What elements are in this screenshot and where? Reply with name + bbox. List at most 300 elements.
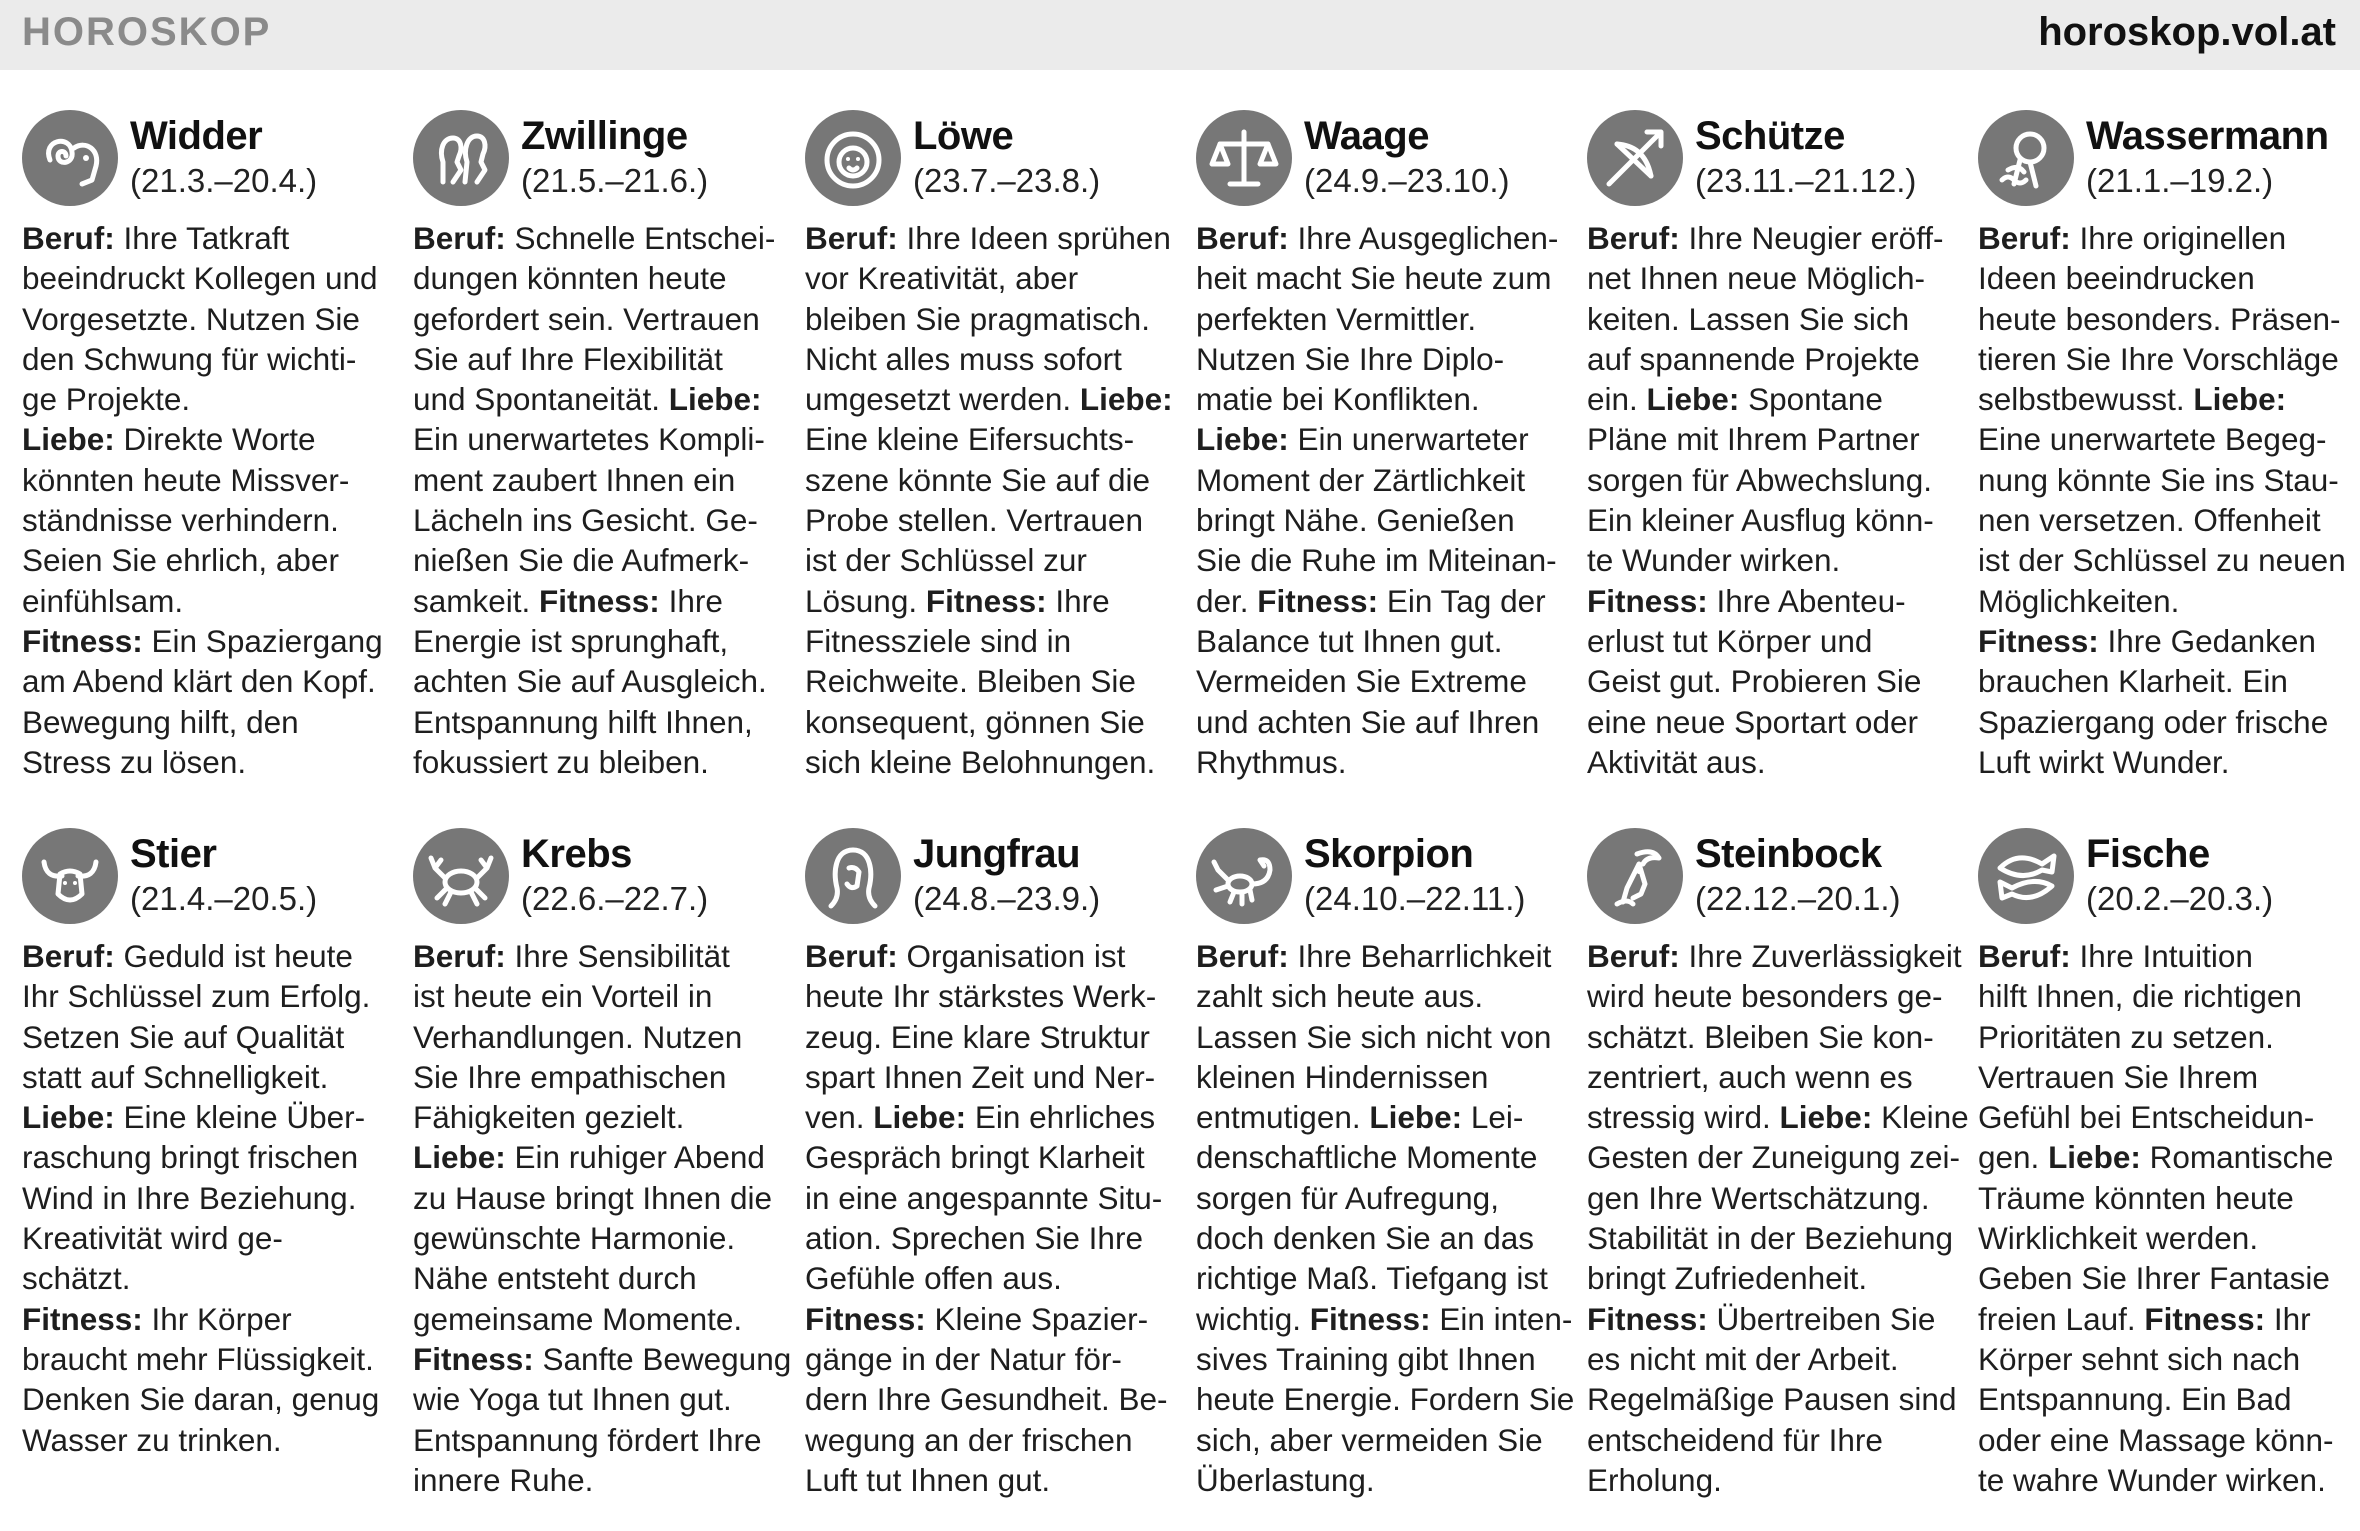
text-line	[22, 299, 392, 339]
crab-icon	[413, 828, 509, 924]
fish-icon	[1978, 828, 2074, 924]
text-line	[1587, 1379, 1957, 1419]
text-segment: ist der Schlüssel zu neuen	[1978, 542, 2346, 579]
text-line	[1978, 976, 2348, 1016]
text-line	[1978, 419, 2348, 459]
text-segment: heute Ihr stärkstes Werk-	[805, 978, 1157, 1015]
text-line	[1978, 1097, 2348, 1137]
sign-name: Steinbock	[1695, 832, 1882, 876]
category-label: Beruf:	[413, 938, 506, 974]
text-line	[1587, 299, 1957, 339]
sign-name: Jungfrau	[913, 832, 1081, 876]
text-segment: auf spannende Projekte	[1587, 340, 1920, 377]
sign-text	[413, 936, 792, 1500]
text-line	[413, 976, 783, 1016]
text-segment: Balance tut Ihnen gut.	[1196, 622, 1503, 659]
text-segment: Erholung.	[1587, 1461, 1722, 1498]
text-segment: Ihre Intuition	[2070, 938, 2253, 974]
text-segment: Vorgesetzte. Nutzen Sie	[22, 300, 360, 337]
text-line	[22, 419, 392, 459]
text-segment: Möglichkeiten.	[1978, 582, 2180, 619]
text-segment: Nutzen Sie Ihre Diplo-	[1196, 340, 1505, 377]
twins-icon	[413, 110, 509, 206]
text-line	[805, 1017, 1175, 1057]
text-segment: nießen Sie die Aufmerk-	[413, 542, 750, 579]
text-line	[22, 1178, 392, 1218]
text-line	[1978, 1057, 2348, 1097]
text-segment: umgesetzt werden.	[805, 381, 1080, 418]
text-segment: Gefühl bei Entscheidun-	[1978, 1099, 2315, 1136]
text-segment: erlust tut Körper und	[1587, 622, 1873, 659]
category-label: Liebe:	[1646, 381, 1740, 418]
text-segment: Ihre Zuverlässigkeit	[1679, 938, 1962, 974]
category-label: Fitness:	[22, 622, 143, 659]
category-label: Fitness:	[1257, 582, 1379, 619]
text-segment: ation. Sprechen Sie Ihre	[805, 1220, 1143, 1257]
text-line	[1587, 1017, 1957, 1057]
text-segment: sives Training gibt Ihnen	[1196, 1340, 1536, 1377]
text-line	[1196, 500, 1566, 540]
sign-heading	[22, 110, 392, 210]
text-line	[1196, 1097, 1566, 1137]
text-segment: der.	[1196, 582, 1258, 619]
text-line	[1196, 1339, 1566, 1379]
text-segment: keiten. Lassen Sie sich	[1587, 300, 1910, 337]
scales-icon	[1196, 110, 1292, 206]
category-label: Beruf:	[1196, 938, 1289, 974]
text-segment: doch denken Sie an das	[1196, 1220, 1535, 1257]
text-segment: ge Projekte.	[22, 381, 191, 418]
category-label: Liebe:	[668, 381, 762, 418]
text-segment: Eine unerwartete Begeg-	[1978, 421, 2327, 458]
text-segment: richtige Maß. Tiefgang ist	[1196, 1260, 1548, 1297]
text-line	[413, 581, 783, 621]
text-segment: Vertrauen Sie Ihrem	[1978, 1058, 2259, 1095]
text-segment: innere Ruhe.	[413, 1461, 594, 1498]
category-label: Beruf:	[805, 938, 898, 974]
text-segment: Denken Sie daran, genug	[22, 1381, 380, 1418]
text-segment: gewünschte Harmonie.	[413, 1220, 736, 1257]
sign-heading	[1978, 828, 2348, 928]
text-segment: Ihre Ausgeglichen-	[1288, 220, 1559, 256]
text-line	[805, 581, 1175, 621]
text-segment: Luft wirkt Wunder.	[1978, 743, 2230, 780]
text-segment: Organisation ist	[897, 938, 1126, 974]
text-line	[22, 1379, 392, 1419]
category-label: Fitness:	[805, 1300, 926, 1337]
text-line	[22, 258, 392, 298]
text-segment: perfekten Vermittler.	[1196, 300, 1477, 337]
text-segment: Ihre Tatkraft	[114, 220, 290, 256]
text-segment: Lei-	[1462, 1099, 1524, 1136]
sign-name: Skorpion	[1304, 832, 1474, 876]
text-line	[22, 1258, 392, 1298]
text-segment: ständnisse verhindern.	[22, 502, 339, 539]
sign-name: Fische	[2086, 832, 2210, 876]
text-line	[805, 1379, 1175, 1419]
text-segment: Ihre	[1046, 582, 1110, 619]
text-line	[1196, 702, 1566, 742]
category-label: Beruf:	[22, 220, 115, 256]
text-line	[1587, 1420, 1957, 1460]
text-line	[1196, 1178, 1566, 1218]
category-label: Fitness:	[2144, 1300, 2266, 1337]
text-line	[413, 379, 783, 419]
text-segment: Ihre	[659, 582, 723, 619]
category-label: Beruf:	[22, 938, 115, 974]
category-label: Liebe:	[1779, 1099, 1873, 1136]
text-line	[413, 1097, 783, 1137]
text-line	[805, 1178, 1175, 1218]
sign-card-jungfrau	[805, 828, 1175, 1500]
text-segment: Ihr Schlüssel zum Erfolg.	[22, 978, 371, 1015]
text-line	[1587, 661, 1957, 701]
text-line	[413, 1299, 783, 1339]
text-segment: Energie ist sprunghaft,	[413, 622, 729, 659]
text-segment: bleiben Sie pragmatisch.	[805, 300, 1150, 337]
text-segment: dern Ihre Gesundheit. Be-	[805, 1381, 1168, 1418]
text-segment: spart Ihnen Zeit und Ner-	[805, 1058, 1156, 1095]
text-segment: Probe stellen. Vertrauen	[805, 502, 1143, 539]
text-segment: Ein Tag der	[1378, 582, 1546, 619]
text-segment: entscheidend für Ihre	[1587, 1421, 1883, 1458]
text-line	[1978, 1420, 2348, 1460]
text-segment: Luft tut Ihnen gut.	[805, 1461, 1051, 1498]
text-segment: Nähe entsteht durch	[413, 1260, 697, 1297]
text-line	[1587, 339, 1957, 379]
text-segment: Kleine Spazier-	[925, 1300, 1149, 1337]
sign-dates: (22.12.–20.1.)	[1695, 880, 1901, 917]
text-segment: Sie Ihre empathischen	[413, 1058, 727, 1095]
sign-card-fische	[1978, 828, 2348, 1500]
text-line	[413, 621, 783, 661]
water-bearer-icon	[1978, 110, 2074, 206]
text-line	[1587, 1097, 1969, 1137]
text-line	[413, 419, 783, 459]
text-segment: Geist gut. Probieren Sie	[1587, 663, 1922, 700]
text-segment: nung könnte Sie ins Stau-	[1978, 461, 2339, 498]
text-segment: Kleine	[1872, 1099, 1969, 1136]
text-segment: matie bei Konflikten.	[1196, 381, 1480, 418]
text-segment: den Schwung für wichti-	[22, 340, 357, 377]
text-line	[1196, 1218, 1566, 1258]
text-line	[1978, 1178, 2348, 1218]
text-segment: Gefühle offen aus.	[805, 1260, 1062, 1297]
text-line	[805, 621, 1175, 661]
sign-heading	[1196, 110, 1566, 210]
text-line	[22, 379, 392, 419]
text-line	[22, 1299, 392, 1339]
text-line	[1587, 702, 1957, 742]
text-segment: gefordert sein. Vertrauen	[413, 300, 760, 337]
text-line	[413, 1017, 783, 1057]
text-segment: braucht mehr Flüssigkeit.	[22, 1340, 374, 1377]
text-segment: samkeit.	[413, 582, 540, 619]
text-line	[1978, 379, 2348, 419]
text-segment: nen versetzen. Offenheit	[1978, 502, 2321, 539]
text-line	[22, 339, 392, 379]
text-line	[1978, 258, 2348, 298]
text-segment: sich kleine Belohnungen.	[805, 743, 1156, 780]
text-segment: Setzen Sie auf Qualität	[22, 1018, 345, 1055]
text-line	[805, 379, 1175, 419]
text-line	[1978, 218, 2348, 258]
text-segment: zeug. Eine klare Struktur	[805, 1018, 1150, 1055]
text-segment: Schnelle Entschei-	[505, 220, 776, 256]
goat-icon	[1587, 828, 1683, 924]
sign-dates: (21.3.–20.4.)	[130, 162, 318, 199]
sign-heading	[805, 828, 1175, 928]
text-segment: gänge in der Natur för-	[805, 1340, 1122, 1377]
text-segment: einfühlsam.	[22, 582, 184, 619]
text-segment: Ein unerwartetes Kompli-	[413, 421, 765, 458]
text-line	[1196, 339, 1566, 379]
text-segment: Ihre Beharrlichkeit	[1288, 938, 1552, 974]
text-line	[413, 540, 783, 580]
text-line	[805, 1057, 1175, 1097]
sign-heading	[1587, 110, 1957, 210]
text-line	[413, 218, 783, 258]
text-segment: Fitnessziele sind in	[805, 622, 1072, 659]
text-line	[1587, 976, 1957, 1016]
text-line	[1978, 460, 2348, 500]
text-segment: Romantische	[2140, 1139, 2334, 1176]
category-label: Liebe:	[2048, 1139, 2141, 1176]
text-segment: Ein ruhiger Abend	[505, 1139, 765, 1176]
text-segment: wie Yoga tut Ihnen gut.	[413, 1381, 732, 1418]
sign-name: Wassermann	[2086, 114, 2329, 158]
category-label: Fitness:	[1978, 622, 2099, 659]
sign-card-löwe	[805, 110, 1175, 782]
text-segment: dungen könnten heute	[413, 260, 727, 297]
text-segment: wird heute besonders ge-	[1587, 978, 1943, 1015]
bull-icon	[22, 828, 118, 924]
text-line	[413, 1218, 783, 1258]
text-line	[805, 1258, 1175, 1298]
sign-card-wassermann	[1978, 110, 2348, 782]
text-line	[1587, 742, 1957, 782]
text-segment: te Wunder wirken.	[1587, 542, 1841, 579]
text-line	[1587, 1057, 1957, 1097]
category-label: Beruf:	[1587, 938, 1680, 974]
text-segment: Seien Sie ehrlich, aber	[22, 542, 339, 579]
sign-card-stier	[22, 828, 392, 1460]
category-label: Fitness:	[925, 582, 1047, 619]
text-line	[1587, 540, 1957, 580]
maiden-icon	[805, 828, 901, 924]
sign-card-krebs	[413, 828, 792, 1500]
scorpion-icon	[1196, 828, 1292, 924]
text-segment: Direkte Worte	[114, 421, 316, 458]
text-segment: Vermeiden Sie Extreme	[1196, 663, 1527, 700]
category-label: Liebe:	[2193, 381, 2287, 418]
text-line	[1978, 1460, 2348, 1500]
text-segment: Reichweite. Bleiben Sie	[805, 663, 1136, 700]
text-segment: schätzt. Bleiben Sie kon-	[1587, 1018, 1934, 1055]
text-line	[1196, 1420, 1566, 1460]
text-line	[805, 299, 1175, 339]
text-segment: und achten Sie auf Ihren	[1196, 703, 1540, 740]
text-line	[413, 1339, 792, 1379]
text-line	[413, 1258, 783, 1298]
text-segment: ment zaubert Ihnen ein	[413, 461, 736, 498]
text-segment: Körper sehnt sich nach	[1978, 1340, 2301, 1377]
text-line	[1587, 379, 1957, 419]
text-line	[22, 500, 392, 540]
text-line	[805, 339, 1175, 379]
sign-dates: (24.9.–23.10.)	[1304, 162, 1510, 199]
text-segment: Ideen beeindrucken	[1978, 260, 2255, 297]
text-line	[1978, 1258, 2348, 1298]
text-segment: stressig wird.	[1587, 1099, 1780, 1136]
text-line	[413, 299, 783, 339]
text-segment: Ihr Körper	[142, 1300, 292, 1337]
sign-name: Krebs	[521, 832, 632, 876]
text-line	[22, 742, 392, 782]
text-line	[805, 1339, 1175, 1379]
text-line	[22, 661, 392, 701]
text-line	[805, 742, 1175, 782]
text-line	[1978, 621, 2348, 661]
text-segment: gen Ihre Wertschätzung.	[1587, 1179, 1930, 1216]
text-segment: Verhandlungen. Nutzen	[413, 1018, 743, 1055]
text-segment: Rhythmus.	[1196, 743, 1347, 780]
sign-dates: (23.7.–23.8.)	[913, 162, 1101, 199]
text-line	[1978, 661, 2348, 701]
text-segment: Spaziergang oder frische	[1978, 703, 2329, 740]
sign-heading	[1196, 828, 1566, 928]
sign-text	[22, 218, 392, 782]
text-line	[1196, 621, 1566, 661]
category-label: Fitness:	[413, 1340, 534, 1377]
sign-name: Schütze	[1695, 114, 1845, 158]
text-segment: zu Hause bringt Ihnen die	[413, 1179, 772, 1216]
text-segment: Sanfte Bewegung	[533, 1340, 792, 1377]
sign-card-steinbock	[1587, 828, 1969, 1500]
text-line	[1978, 500, 2348, 540]
text-segment: sorgen für Abwechslung.	[1587, 461, 1932, 498]
text-line	[1978, 540, 2348, 580]
sign-name: Zwillinge	[521, 114, 688, 158]
sign-dates: (23.11.–21.12.)	[1695, 162, 1917, 199]
text-segment: tieren Sie Ihre Vorschläge	[1978, 340, 2339, 377]
text-segment: Überlastung.	[1196, 1461, 1375, 1498]
category-label: Beruf:	[413, 220, 506, 256]
sign-text	[1196, 218, 1566, 782]
text-line	[22, 1339, 392, 1379]
text-segment: denschaftliche Momente	[1196, 1139, 1538, 1176]
text-segment: heit macht Sie heute zum	[1196, 260, 1552, 297]
text-segment: sorgen für Aufregung,	[1196, 1179, 1499, 1216]
text-segment: gemeinsame Momente.	[413, 1300, 743, 1337]
text-segment: sich, aber vermeiden Sie	[1196, 1421, 1543, 1458]
text-segment: Prioritäten zu setzen.	[1978, 1018, 2274, 1055]
category-label: Liebe:	[873, 1099, 967, 1136]
text-segment: Lächeln ins Gesicht. Ge-	[413, 502, 758, 539]
text-line	[1587, 621, 1957, 661]
text-segment: Geduld ist heute	[114, 938, 353, 974]
sign-text	[1587, 218, 1957, 782]
text-line	[1196, 742, 1566, 782]
text-line	[1587, 1339, 1957, 1379]
text-segment: Entspannung fördert Ihre	[413, 1421, 762, 1458]
text-segment: Kreativität wird ge-	[22, 1220, 283, 1257]
text-line	[1587, 1299, 1957, 1339]
sign-text	[413, 218, 783, 782]
text-segment: szene könnte Sie auf die	[805, 461, 1150, 498]
text-line	[805, 1137, 1175, 1177]
text-line	[1196, 218, 1566, 258]
text-line	[1587, 1218, 1957, 1258]
text-line	[805, 661, 1175, 701]
lion-icon	[805, 110, 901, 206]
sign-card-widder	[22, 110, 392, 782]
text-segment: schätzt.	[22, 1260, 131, 1297]
text-segment: Pläne mit Ihrem Partner	[1587, 421, 1920, 458]
text-line	[1196, 419, 1566, 459]
text-line	[1196, 299, 1566, 339]
text-line	[1587, 581, 1957, 621]
text-segment: zahlt sich heute aus.	[1196, 978, 1484, 1015]
sign-dates: (22.6.–22.7.)	[521, 880, 709, 917]
text-segment: Ihre Gedanken	[2098, 622, 2316, 659]
ram-icon	[22, 110, 118, 206]
text-segment: Moment der Zärtlichkeit	[1196, 461, 1526, 498]
text-segment: Wind in Ihre Beziehung.	[22, 1179, 357, 1216]
text-line	[1196, 1137, 1566, 1177]
site-url[interactable]: horoskop.vol.at	[2038, 10, 2336, 54]
sign-text	[1978, 936, 2348, 1500]
category-label: Liebe:	[1079, 381, 1173, 418]
sign-heading	[1587, 828, 1957, 928]
sign-heading	[805, 110, 1175, 210]
text-line	[1978, 1339, 2348, 1379]
text-segment: statt auf Schnelligkeit.	[22, 1058, 329, 1095]
text-segment: Ein Spaziergang	[142, 622, 383, 659]
text-line	[22, 1017, 392, 1057]
sign-text	[805, 218, 1175, 782]
text-segment: net Ihnen neue Möglich-	[1587, 260, 1925, 297]
sign-text	[1978, 218, 2348, 782]
sign-heading	[413, 110, 783, 210]
text-line	[805, 258, 1175, 298]
text-segment: ein.	[1587, 381, 1647, 418]
text-line	[1587, 1258, 1957, 1298]
text-line	[413, 500, 783, 540]
category-label: Fitness:	[1587, 582, 1708, 619]
category-label: Beruf:	[1978, 220, 2071, 256]
text-segment: Ihre Sensibilität	[505, 938, 730, 974]
text-line	[22, 976, 392, 1016]
text-line	[805, 936, 1175, 976]
category-label: Beruf:	[1196, 220, 1289, 256]
text-segment: Ihre originellen	[2070, 220, 2287, 256]
text-line	[22, 218, 392, 258]
text-line	[413, 1137, 783, 1177]
text-segment: Ein kleiner Ausflug könn-	[1587, 502, 1934, 539]
text-segment: Stabilität in der Beziehung	[1587, 1220, 1953, 1257]
text-line	[805, 500, 1175, 540]
text-segment: freien Lauf.	[1978, 1300, 2145, 1337]
text-segment: oder eine Massage könn-	[1978, 1421, 2334, 1458]
text-segment: könnten heute Missver-	[22, 461, 350, 498]
text-line	[1196, 936, 1566, 976]
text-segment: raschung bringt frischen	[22, 1139, 359, 1176]
sign-dates: (24.8.–23.9.)	[913, 880, 1101, 917]
text-line	[1978, 742, 2348, 782]
text-segment: Geben Sie Ihrer Fantasie	[1978, 1260, 2330, 1297]
category-label: Liebe:	[22, 421, 115, 458]
